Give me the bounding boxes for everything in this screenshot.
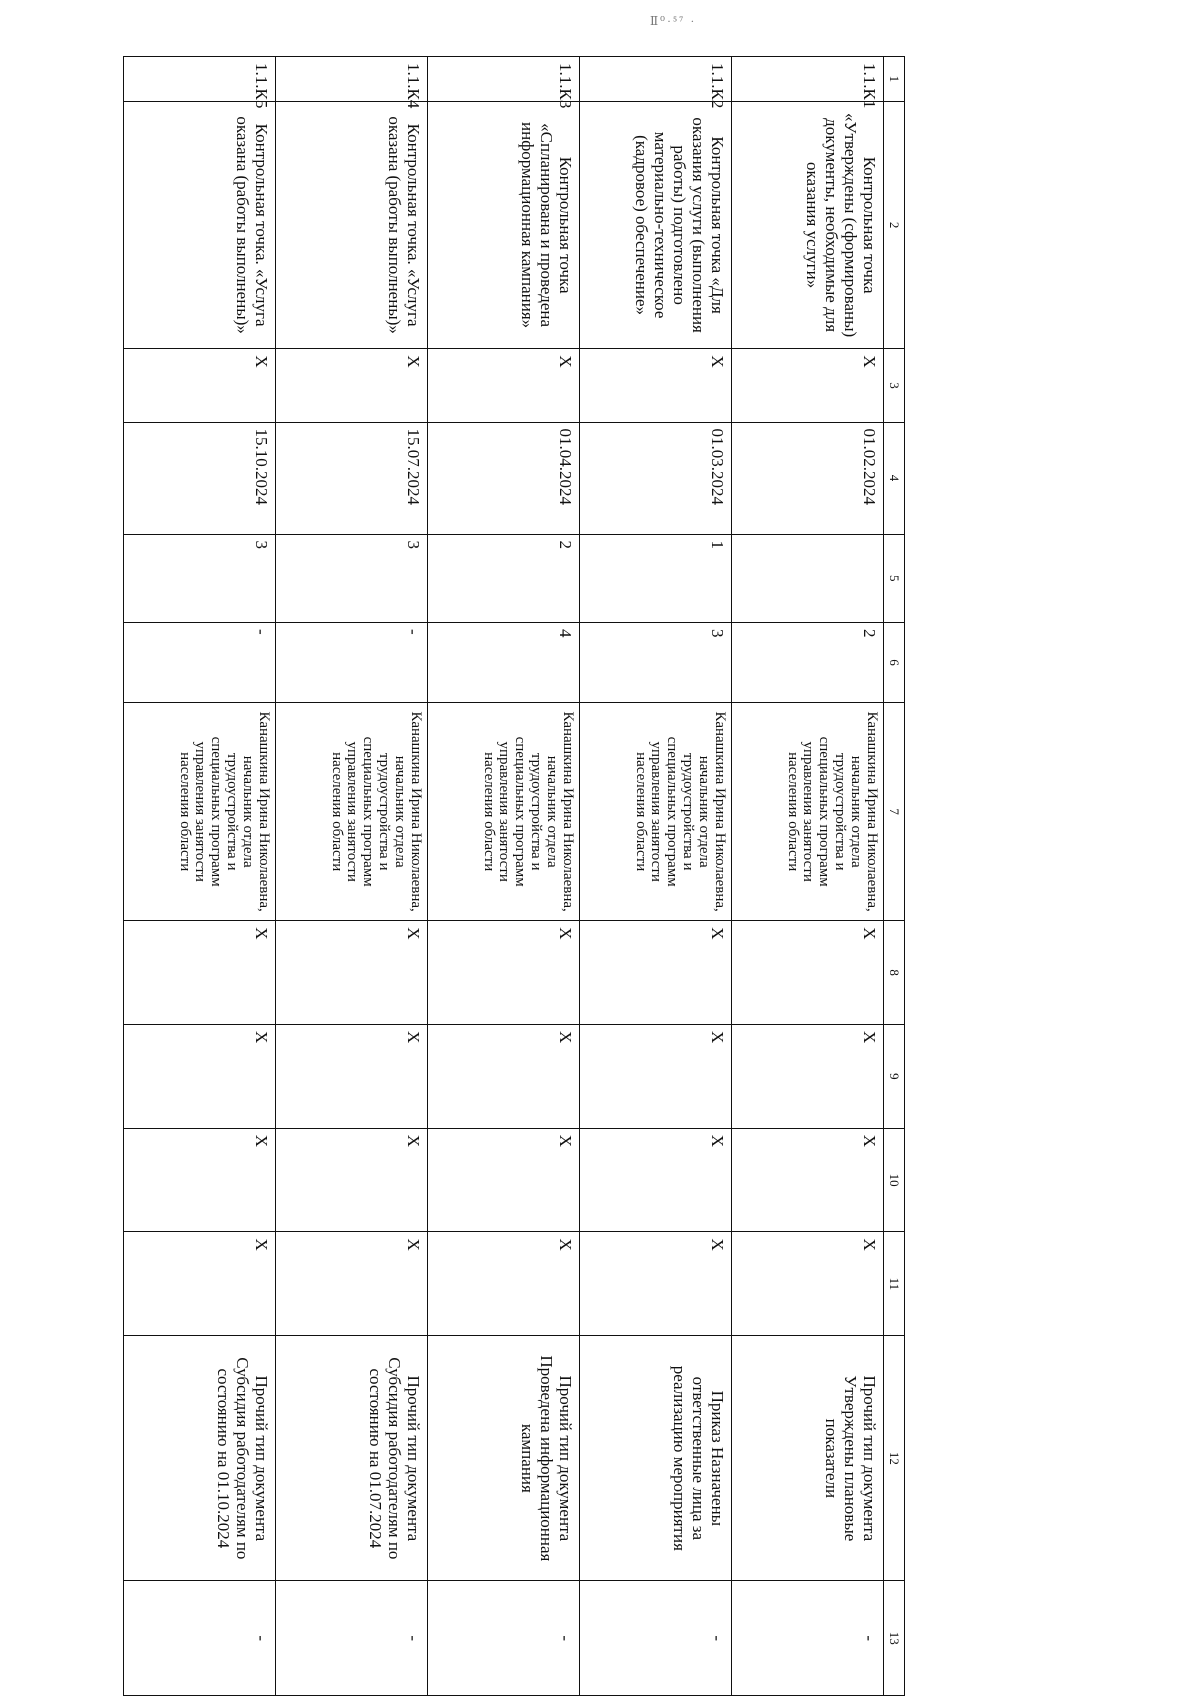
- col11-value: Х: [732, 1232, 884, 1336]
- col10-value: Х: [428, 1128, 580, 1232]
- col11-value: Х: [580, 1232, 732, 1336]
- col13-value: -: [580, 1581, 732, 1696]
- date-value: 01.02.2024: [732, 422, 884, 534]
- row-code: 1.1.К1: [732, 57, 884, 102]
- header-cell: 6: [884, 622, 905, 702]
- document-type: Приказ Назначены ответственные лица за реализацию мероприятия: [580, 1336, 732, 1581]
- col11-value: Х: [124, 1232, 276, 1336]
- table-row: [276, 57, 428, 1696]
- col11-value: Х: [428, 1232, 580, 1336]
- col10-value: Х: [580, 1128, 732, 1232]
- col3-value: Х: [124, 349, 276, 422]
- header-cell: 8: [884, 921, 905, 1025]
- header-cell: 2: [884, 101, 905, 349]
- col8-value: Х: [732, 921, 884, 1025]
- table-wrapper: [125, 56, 905, 1696]
- scan-corner-mark: Ⅱ⁰·⁵⁷ ·: [650, 14, 697, 28]
- header-cell: 9: [884, 1024, 905, 1128]
- document-type: Прочий тип документа Проведена информационная кампания: [428, 1336, 580, 1581]
- header-cell: 3: [884, 349, 905, 422]
- col13-value: -: [124, 1581, 276, 1696]
- col13-value: -: [732, 1581, 884, 1696]
- date-value: 01.04.2024: [428, 422, 580, 534]
- col9-value: Х: [428, 1024, 580, 1128]
- col5-value: 2: [428, 534, 580, 622]
- header-cell: 13: [884, 1581, 905, 1696]
- col5-value: 3: [276, 534, 428, 622]
- header-row: [884, 57, 905, 1696]
- col5-value: [732, 534, 884, 622]
- col3-value: Х: [428, 349, 580, 422]
- col9-value: Х: [732, 1024, 884, 1128]
- col3-value: Х: [580, 349, 732, 422]
- col6-value: -: [276, 622, 428, 702]
- document-type: Прочий тип документа Субсидия работодателям по состоянию на 01.10.2024: [124, 1336, 276, 1581]
- document-type: Прочий тип документа Утверждены плановые показатели: [732, 1336, 884, 1581]
- col10-value: Х: [276, 1128, 428, 1232]
- control-point-name: Контрольная точка «Для оказания услуги (выполнения работы) подготовлено материально-техническое (кадровое) обеспечение»: [580, 101, 732, 349]
- col6-value: 4: [428, 622, 580, 702]
- col3-value: Х: [276, 349, 428, 422]
- col6-value: 3: [580, 622, 732, 702]
- col5-value: 1: [580, 534, 732, 622]
- col8-value: Х: [124, 921, 276, 1025]
- document-type: Прочий тип документа Субсидия работодателям по состоянию на 01.07.2024: [276, 1336, 428, 1581]
- col8-value: Х: [428, 921, 580, 1025]
- date-value: 01.03.2024: [580, 422, 732, 534]
- header-cell: 10: [884, 1128, 905, 1232]
- table-row: [428, 57, 580, 1696]
- header-cell: 4: [884, 422, 905, 534]
- control-point-name: Контрольная точка «Спланирована и проведена информационная кампания»: [428, 101, 580, 349]
- control-points-table: [123, 56, 905, 1696]
- col11-value: Х: [276, 1232, 428, 1336]
- col8-value: Х: [580, 921, 732, 1025]
- col5-value: 3: [124, 534, 276, 622]
- header-cell: 1: [884, 57, 905, 102]
- table-row: [124, 57, 276, 1696]
- col8-value: Х: [276, 921, 428, 1025]
- header-cell: 5: [884, 534, 905, 622]
- col3-value: Х: [732, 349, 884, 422]
- col10-value: Х: [732, 1128, 884, 1232]
- control-point-name: Контрольная точка. «Услуга оказана (работы выполнены)»: [276, 101, 428, 349]
- responsible-person: Канашкина Ирина Николаевна, начальник отдела трудоустройства и специальных программ управления занятости населения области: [276, 703, 428, 921]
- date-value: 15.07.2024: [276, 422, 428, 534]
- row-code: 1.1.К3: [428, 57, 580, 102]
- table-row: [580, 57, 732, 1696]
- col9-value: Х: [580, 1024, 732, 1128]
- col13-value: -: [428, 1581, 580, 1696]
- col6-value: -: [124, 622, 276, 702]
- row-code: 1.1.К2: [580, 57, 732, 102]
- responsible-person: Канашкина Ирина Николаевна, начальник отдела трудоустройства и специальных программ управления занятости населения области: [732, 703, 884, 921]
- responsible-person: Канашкина Ирина Николаевна, начальник отдела трудоустройства и специальных программ управления занятости населения области: [580, 703, 732, 921]
- control-point-name: Контрольная точка «Утверждены (сформированы) документы, необходимые для оказания услуги»: [732, 101, 884, 349]
- responsible-person: Канашкина Ирина Николаевна, начальник отдела трудоустройства и специальных программ управления занятости населения области: [124, 703, 276, 921]
- col9-value: Х: [124, 1024, 276, 1128]
- header-cell: 7: [884, 703, 905, 921]
- col13-value: -: [276, 1581, 428, 1696]
- header-cell: 11: [884, 1232, 905, 1336]
- table-row: [732, 57, 884, 1696]
- responsible-person: Канашкина Ирина Николаевна, начальник отдела трудоустройства и специальных программ управления занятости населения области: [428, 703, 580, 921]
- col6-value: 2: [732, 622, 884, 702]
- header-cell: 12: [884, 1336, 905, 1581]
- col10-value: Х: [124, 1128, 276, 1232]
- row-code: 1.1.К4: [276, 57, 428, 102]
- row-code: 1.1.К5: [124, 57, 276, 102]
- control-point-name: Контрольная точка. «Услуга оказана (работы выполнены)»: [124, 101, 276, 349]
- col9-value: Х: [276, 1024, 428, 1128]
- date-value: 15.10.2024: [124, 422, 276, 534]
